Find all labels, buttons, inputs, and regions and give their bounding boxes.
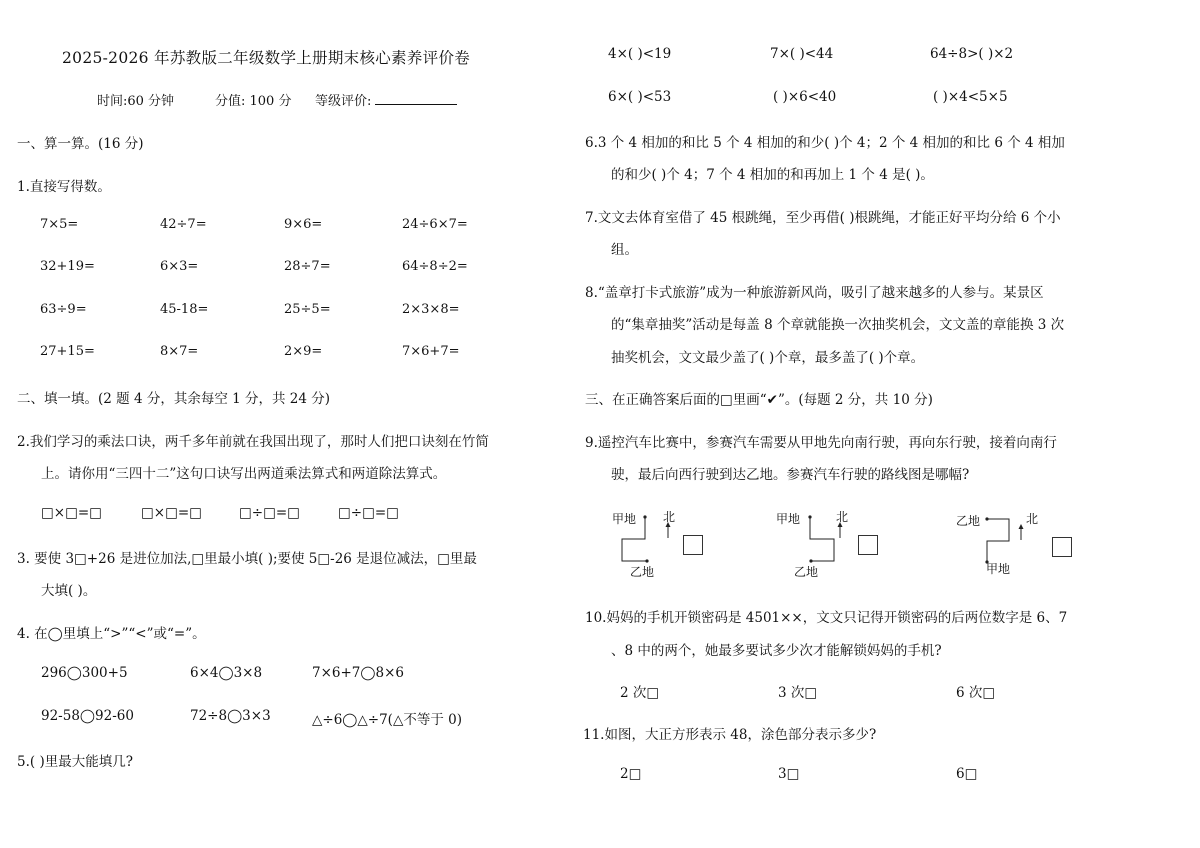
q4-compare-item: △÷6◯△÷7(△不等于 0) [312, 712, 462, 728]
question-8-line1: 8.“盖章打卡式旅游”成为一种旅游新风尚，吸引了越来越多的人参与。某景区 [585, 285, 1044, 301]
left-column [0, 0, 590, 848]
answer-box-a[interactable] [683, 535, 703, 555]
answer-box-b[interactable] [858, 535, 878, 555]
question-10-line1: 10.妈妈的手机开锁密码是 4501××，文文只记得开锁密码的后两位数字是 6、7 [585, 610, 1068, 626]
q5-item: ( )×6<40 [773, 89, 837, 105]
section-1-title: 一、算一算。(16 分) [17, 136, 144, 152]
calc-item: 64÷8÷2= [402, 259, 468, 274]
q4-compare-item: 92-58◯92-60 [41, 708, 134, 724]
q2-blank-equation[interactable]: □×□=□ [41, 505, 102, 521]
question-6-line1: 6.3 个 4 相加的和比 5 个 4 相加的和少( )个 4；2 个 4 相加的和比 6 个 4 相加 [585, 135, 1065, 151]
question-10-line2: 、8 中的两个，她最多要试多少次才能解锁妈妈的手机? [611, 643, 942, 659]
question-1: 1.直接写得数。 [17, 179, 111, 195]
north-label: 北 [836, 510, 849, 524]
question-6-line2: 的和少( )个 4；7 个 4 相加的和再加上 1 个 4 是( )。 [611, 167, 934, 183]
question-2-line2: 上。请你用“三四十二”这句口诀写出两道乘法算式和两道除法算式。 [41, 466, 447, 482]
calc-item: 32+19= [40, 259, 95, 274]
calc-item: 45-18= [160, 302, 209, 317]
right-column [583, 0, 1200, 848]
q2-blank-equation[interactable]: □÷□=□ [239, 505, 300, 521]
q4-compare-item: 72÷8◯3×3 [190, 708, 271, 724]
q5-item: 64÷8>( )×2 [930, 46, 1014, 62]
north-label: 北 [1026, 512, 1039, 526]
q11-option[interactable]: 6□ [956, 766, 978, 782]
q5-item: ( )×4<5×5 [933, 89, 1008, 105]
start-label: 乙地 [956, 514, 981, 528]
question-9-line2: 驶，最后向西行驶到达乙地。参赛汽车行驶的路线图是哪幅? [611, 467, 970, 483]
grade-evaluation [315, 90, 457, 109]
calc-item: 7×5= [40, 217, 79, 232]
question-2-line1: 2.我们学习的乘法口诀，两千多年前就在我国出现了，那时人们把口诀刻在竹简 [17, 434, 489, 450]
exam-time: 时间:60 分钟 [97, 94, 175, 109]
calc-item: 63÷9= [40, 302, 87, 317]
q5-item: 6×( )<53 [608, 89, 672, 105]
calc-item: 27+15= [40, 344, 95, 359]
north-label: 北 [663, 510, 676, 524]
page-title: 2025-2026 年苏教版二年级数学上册期末核心素养评价卷 [62, 49, 471, 67]
q4-compare-item: 6×4◯3×8 [190, 665, 263, 681]
calc-item: 2×9= [284, 344, 323, 359]
end-label: 甲地 [986, 562, 1011, 576]
question-3-line1: 3. 要使 3□+26 是进位加法,□里最小填( );要使 5□-26 是退位减法，□里最 [17, 551, 477, 567]
grade-label: 等级评价: [315, 94, 372, 109]
q4-compare-item: 7×6+7◯8×6 [312, 665, 404, 681]
calc-item: 8×7= [160, 344, 199, 359]
q10-option[interactable]: 2 次□ [620, 685, 660, 701]
question-3-line2: 大填( )。 [41, 583, 97, 599]
answer-box-c[interactable] [1052, 537, 1072, 557]
question-11: 11.如图，大正方形表示 48，涂色部分表示多少? [583, 727, 877, 743]
calc-item: 6×3= [160, 259, 199, 274]
question-8-line3: 抽奖机会，文文最少盖了( )个章，最多盖了( )个章。 [611, 350, 925, 366]
start-label: 甲地 [612, 512, 637, 526]
question-7-line1: 7.文文去体育室借了 45 根跳绳，至少再借( )根跳绳，才能正好平均分给 6 个小 [585, 210, 1061, 226]
grade-blank[interactable] [375, 92, 457, 105]
question-7-line2: 组。 [611, 242, 638, 258]
calc-item: 7×6+7= [402, 344, 460, 359]
q2-blank-equation[interactable]: □÷□=□ [338, 505, 399, 521]
calc-item: 42÷7= [160, 217, 207, 232]
q5-item: 4×( )<19 [608, 46, 672, 62]
exam-score: 分值: 100 分 [215, 94, 292, 109]
calc-item: 2×3×8= [402, 302, 460, 317]
section-2-title: 二、填一填。(2 题 4 分，其余每空 1 分，共 24 分) [17, 391, 331, 407]
q5-item: 7×( )<44 [770, 46, 834, 62]
calc-item: 24÷6×7= [402, 217, 468, 232]
calc-item: 9×6= [284, 217, 323, 232]
q4-compare-item: 296◯300+5 [41, 665, 128, 681]
question-8-line2: 的“集章抽奖”活动是每盖 8 个章就能换一次抽奖机会，文文盖的章能换 3 次 [611, 317, 1065, 333]
calc-item: 25÷5= [284, 302, 331, 317]
q10-option[interactable]: 3 次□ [778, 685, 818, 701]
route-diagram-b [776, 508, 896, 578]
question-4: 4. 在◯里填上“>”“<”或“=”。 [17, 626, 206, 642]
q2-blank-equation[interactable]: □×□=□ [141, 505, 202, 521]
section-3-title: 三、在正确答案后面的□里画“✔”。(每题 2 分，共 10 分) [585, 392, 933, 408]
question-5: 5.( )里最大能填几? [17, 754, 133, 770]
calc-item: 28÷7= [284, 259, 331, 274]
q10-option[interactable]: 6 次□ [956, 685, 996, 701]
end-label: 乙地 [794, 565, 819, 579]
route-diagram-a [612, 508, 732, 578]
start-label: 甲地 [776, 512, 801, 526]
q11-option[interactable]: 2□ [620, 766, 642, 782]
end-label: 乙地 [630, 565, 655, 579]
q11-option[interactable]: 3□ [778, 766, 800, 782]
question-9-line1: 9.遥控汽车比赛中，参赛汽车需要从甲地先向南行驶，再向东行驶，接着向南行 [585, 435, 1057, 451]
